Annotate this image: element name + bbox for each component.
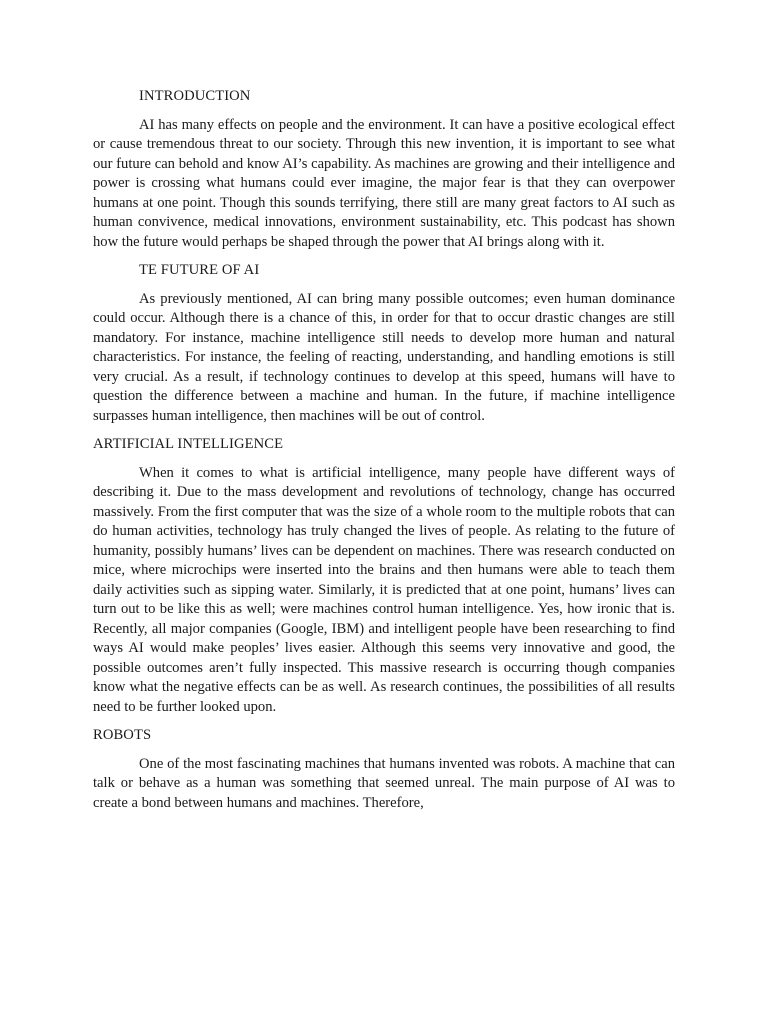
- document-body: [93, 87, 675, 822]
- section-heading-future-of-ai: TE FUTURE OF AI: [139, 262, 260, 278]
- section-paragraph-artificial-intelligence: When it comes to what is artificial intelligence, many people have different ways of describing it. Due to the mass development and revolutions of technology, change has occurred massively. From the first computer that was the size of a whole room to the multiple robots that can do human activities, technology has truly changed the lives of people. As relating to the future of humanity, possibly humans’ lives can be dependent on machines. There was research conducted on mice, where microchips were inserted into the brains and then humans were able to teach them daily activities such as sipping water. Similarly, it is predicted that at one point, humans’ lives can turn out to be like this as well; were machines control human intelligence. Yes, how ironic that is. Recently, all major companies (Google, IBM) and intelligent people have been researching to find ways AI would make peoples’ lives easier. Although this seems very innovative and good, the possible outcomes aren’t fully inspected. This massive research is occurring though companies know what the negative effects can be as well. As research continues, the possibilities of all results need to be further looked upon.: [93, 464, 675, 715]
- section-heading-robots: ROBOTS: [93, 727, 152, 743]
- section-heading-artificial-intelligence: ARTIFICIAL INTELLIGENCE: [93, 436, 284, 452]
- section-paragraph-future-of-ai: As previously mentioned, AI can bring many possible outcomes; even human dominance could occur. Although there is a chance of this, in order for that to occur drastic changes are still mandatory. For instance, machine intelligence still needs to develop more human and natural characteristics. For instance, the feeling of reacting, understanding, and handling emotions is still very crucial. As a result, if technology continues to develop at this speed, humans will have to question the difference between a machine and human. In the future, if machine intelligence surpasses human intelligence, then machines will be out of control.: [93, 290, 675, 424]
- section-paragraph-introduction: AI has many effects on people and the environment. It can have a positive ecological effect or cause tremendous threat to our society. Through this new invention, it is important to see what our future can behold and know AI’s capability. As machines are growing and their intelligence and power is crossing what humans could ever imagine, the major fear is that they can overpower humans at one point. Though this sounds terrifying, there still are many great factors to AI such as human convivence, medical innovations, environment sustainability, etc. This podcast has shown how the future would perhaps be shaped through the power that AI brings along with it.: [93, 116, 675, 250]
- section-heading-introduction: INTRODUCTION: [139, 88, 251, 104]
- section-paragraph-robots: One of the most fascinating machines that humans invented was robots. A machine that can talk or behave as a human was something that seemed unreal. The main purpose of AI was to create a bond between humans and machines. Therefore,: [93, 755, 675, 811]
